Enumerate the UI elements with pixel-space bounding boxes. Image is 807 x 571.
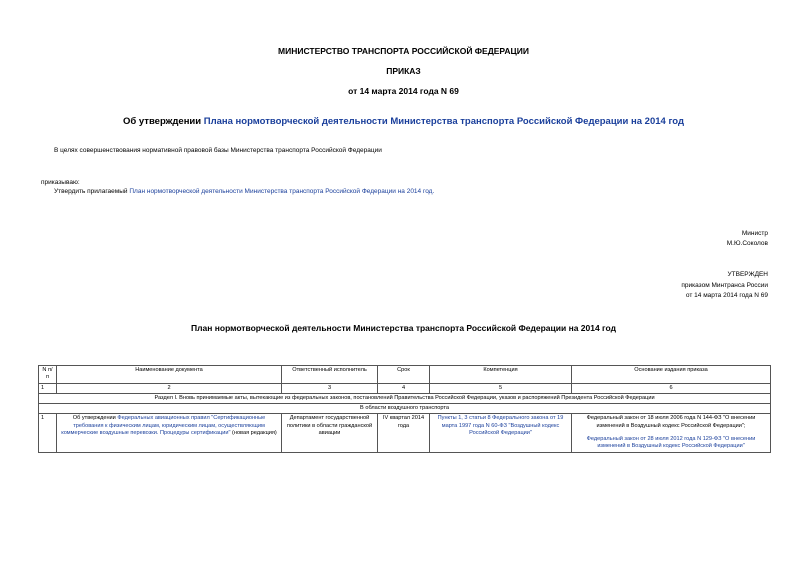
row-doc-suffix: (новая редакция) (230, 430, 277, 437)
column-number: 2 (57, 383, 282, 393)
col-header-basis: Основание издания приказа (572, 366, 771, 384)
row-basis (572, 414, 771, 452)
signature-position: Министр (741, 230, 768, 237)
order-word: приказываю: (41, 179, 80, 186)
subsection-row (39, 404, 771, 414)
order-title-link[interactable]: Плана нормотворческой деятельности Министерства транспорта Российской Федерации на 2014 год (203, 116, 684, 127)
table-header-row (39, 366, 771, 384)
section-row (39, 393, 771, 403)
col-header-doc: Наименование документа (57, 366, 282, 384)
row-competence[interactable]: Пункты 1, 3 статьи 8 Федерального закона от 19 марта 1997 года N 60-ФЗ "Воздушный кодекс Российской Федерации" (430, 414, 572, 452)
column-number: 1 (39, 383, 57, 393)
subsection-title: В области воздушного транспорта (39, 404, 771, 414)
signature-name: М.Ю.Соколов (726, 240, 768, 247)
section-title: Раздел I. Вновь принимаемые акты, вытекающие из федеральных законов, постановлений Правительства Российской Федерации, указов и распоряжений Президента Российской Федерации (39, 393, 771, 403)
approve-text (54, 188, 434, 195)
order-title (0, 116, 807, 127)
order-date: от 14 марта 2014 года N 69 (348, 86, 459, 96)
table-row (39, 414, 771, 452)
row-num: 1 (39, 414, 57, 452)
col-header-executor: Ответственный исполнитель (282, 366, 378, 384)
approval-line-2: приказом Минтранса России (681, 282, 768, 289)
approve-link[interactable]: План нормотворческой деятельности Министерства транспорта Российской Федерации на 2014 год. (129, 188, 435, 195)
row-executor: Департамент государственной политики в области гражданской авиации (282, 414, 378, 452)
order-title-prefix: Об утверждении (123, 116, 204, 127)
approval-line-1: УТВЕРЖДЕН (727, 271, 768, 278)
order-heading: ПРИКАЗ (386, 66, 421, 76)
row-basis-2[interactable]: Федеральный закон от 28 июля 2012 года N 129-ФЗ "О внесении изменений в Воздушный кодекс Российской Федерации" (586, 436, 756, 450)
row-document (57, 414, 282, 452)
plan-title: План нормотворческой деятельности Министерства транспорта Российской Федерации на 2014 год (191, 323, 616, 333)
column-number: 6 (572, 383, 771, 393)
row-doc-link[interactable]: Федеральных авиационных правил "Сертификационные требования к физическим лицам, юридическим лицам, осуществляющим коммерческие воздушные перевозки. Процедуры сертификации" (61, 415, 266, 437)
column-number: 5 (430, 383, 572, 393)
approve-prefix: Утвердить прилагаемый (54, 188, 130, 195)
row-basis-1[interactable]: Федеральный закон от 18 июля 2006 года N 144-ФЗ "О внесении изменений в Воздушный кодекс Российской Федерации"; (586, 415, 756, 429)
column-number: 3 (282, 383, 378, 393)
column-number: 4 (378, 383, 430, 393)
col-header-term: Срок (378, 366, 430, 384)
ministry-heading: МИНИСТЕРСТВО ТРАНСПОРТА РОССИЙСКОЙ ФЕДЕРАЦИИ (278, 46, 529, 56)
preamble-text: В целях совершенствования нормативной правовой базы Министерства транспорта Российской Федерации (54, 147, 382, 154)
plan-table (38, 365, 771, 453)
col-header-competence: Компетенция (430, 366, 572, 384)
col-header-num: N п/п (39, 366, 57, 384)
row-term: IV квартал 2014 года (378, 414, 430, 452)
approval-line-3: от 14 марта 2014 года N 69 (685, 292, 768, 299)
column-number-row (39, 383, 771, 393)
row-doc-prefix: Об утверждении (72, 415, 118, 422)
